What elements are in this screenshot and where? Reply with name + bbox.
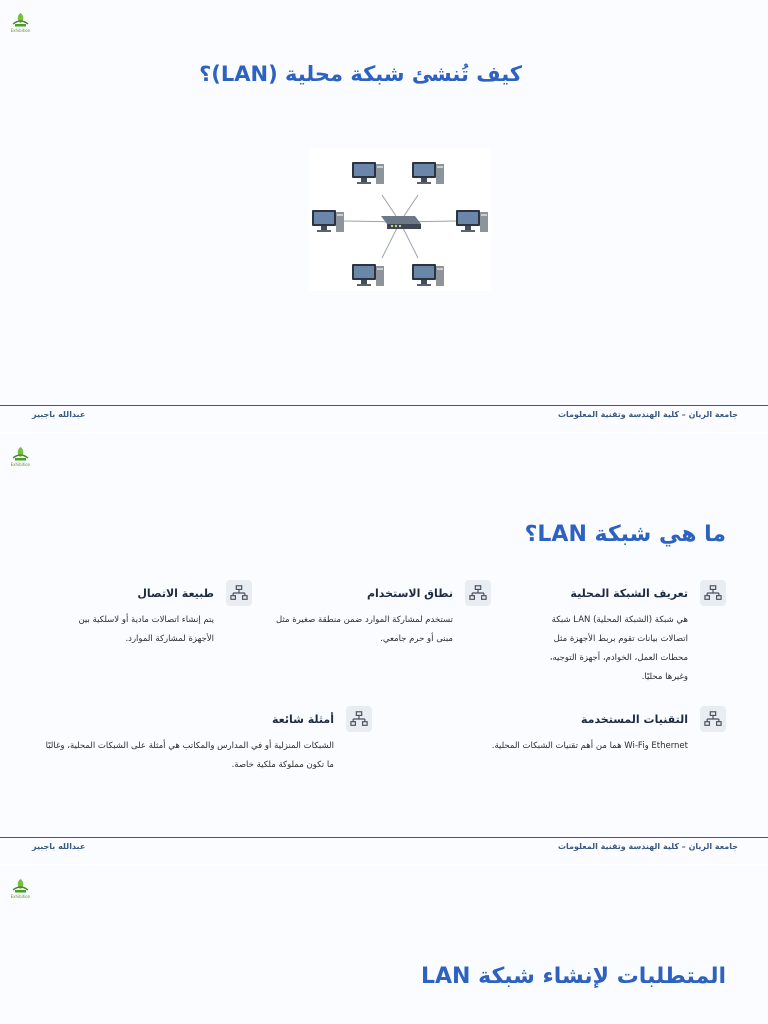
computer-icon [312,210,344,232]
logo-text: Exhibition [10,462,31,467]
card-title: طبيعة الاتصال [137,586,214,600]
page-title: المتطلبات لإنشاء شبكة LAN [420,964,726,989]
card-lan-definition [526,580,726,687]
card-connection-type [52,580,252,649]
footer-university: جامعة الريان – كلية الهندسة وتقنية المعلومات [557,410,738,419]
card-body: يتم إنشاء اتصالات مادية أو لاسلكية بين الأجهزة لمشاركة الموارد. [78,615,214,644]
footer-author: عبدالله باجبير [32,842,86,851]
page-title: كيف تُنشئ شبكة محلية (LAN)؟ [199,62,522,86]
lan-diagram-image [309,148,491,291]
computer-icon [352,162,384,184]
computer-icon [412,264,444,286]
card-title: التقنيات المستخدمة [580,712,688,726]
card-title: أمثلة شائعة [271,712,334,726]
card-body: تستخدم لمشاركة الموارد ضمن منطقة صغيرة مثل مبنى أو حرم جامعي. [276,615,453,644]
computer-icon [456,210,488,232]
page-title: ما هي شبكة LAN؟ [524,522,726,547]
slide-2 [0,434,768,864]
card-body: هي شبكة (الشبكة المحلية) LAN شبكة اتصالات بيانات تقوم بربط الأجهزة مثل محطات العمل، الخوادم، أجهزة التوجيه، وغيرها محليًا. [549,615,688,682]
slide-1 [0,0,768,432]
card-technologies [426,706,726,756]
logo-text: Exhibition [10,894,31,899]
computer-icon [412,162,444,184]
card-common-examples [42,706,372,775]
footer-university: جامعة الريان – كلية الهندسة وتقنية المعلومات [557,842,738,851]
logo [7,9,34,36]
footer-divider [0,405,768,406]
card-body: Ethernet وWi-Fi هما من أهم تقنيات الشبكات المحلية. [491,741,688,751]
logo [7,875,34,902]
network-switch [381,216,421,229]
card-title: نطاق الاستخدام [366,586,453,600]
logo [7,443,34,470]
network-icon [465,580,491,606]
computer-icon [352,264,384,286]
network-icon [226,580,252,606]
footer-divider [0,837,768,838]
card-title: تعريف الشبكة المحلية [570,586,688,600]
network-icon [346,706,372,732]
card-body: الشبكات المنزلية أو في المدارس والمكاتب هي أمثلة على الشبكات المحلية، وغالبًا ما تكون مملوكة ملكية خاصة. [45,741,334,770]
network-icon [700,706,726,732]
card-usage-scope [271,580,491,649]
network-icon [700,580,726,606]
logo-text: Exhibition [10,28,31,33]
footer-author: عبدالله باجبير [32,410,86,419]
slide-3 [0,866,768,1024]
